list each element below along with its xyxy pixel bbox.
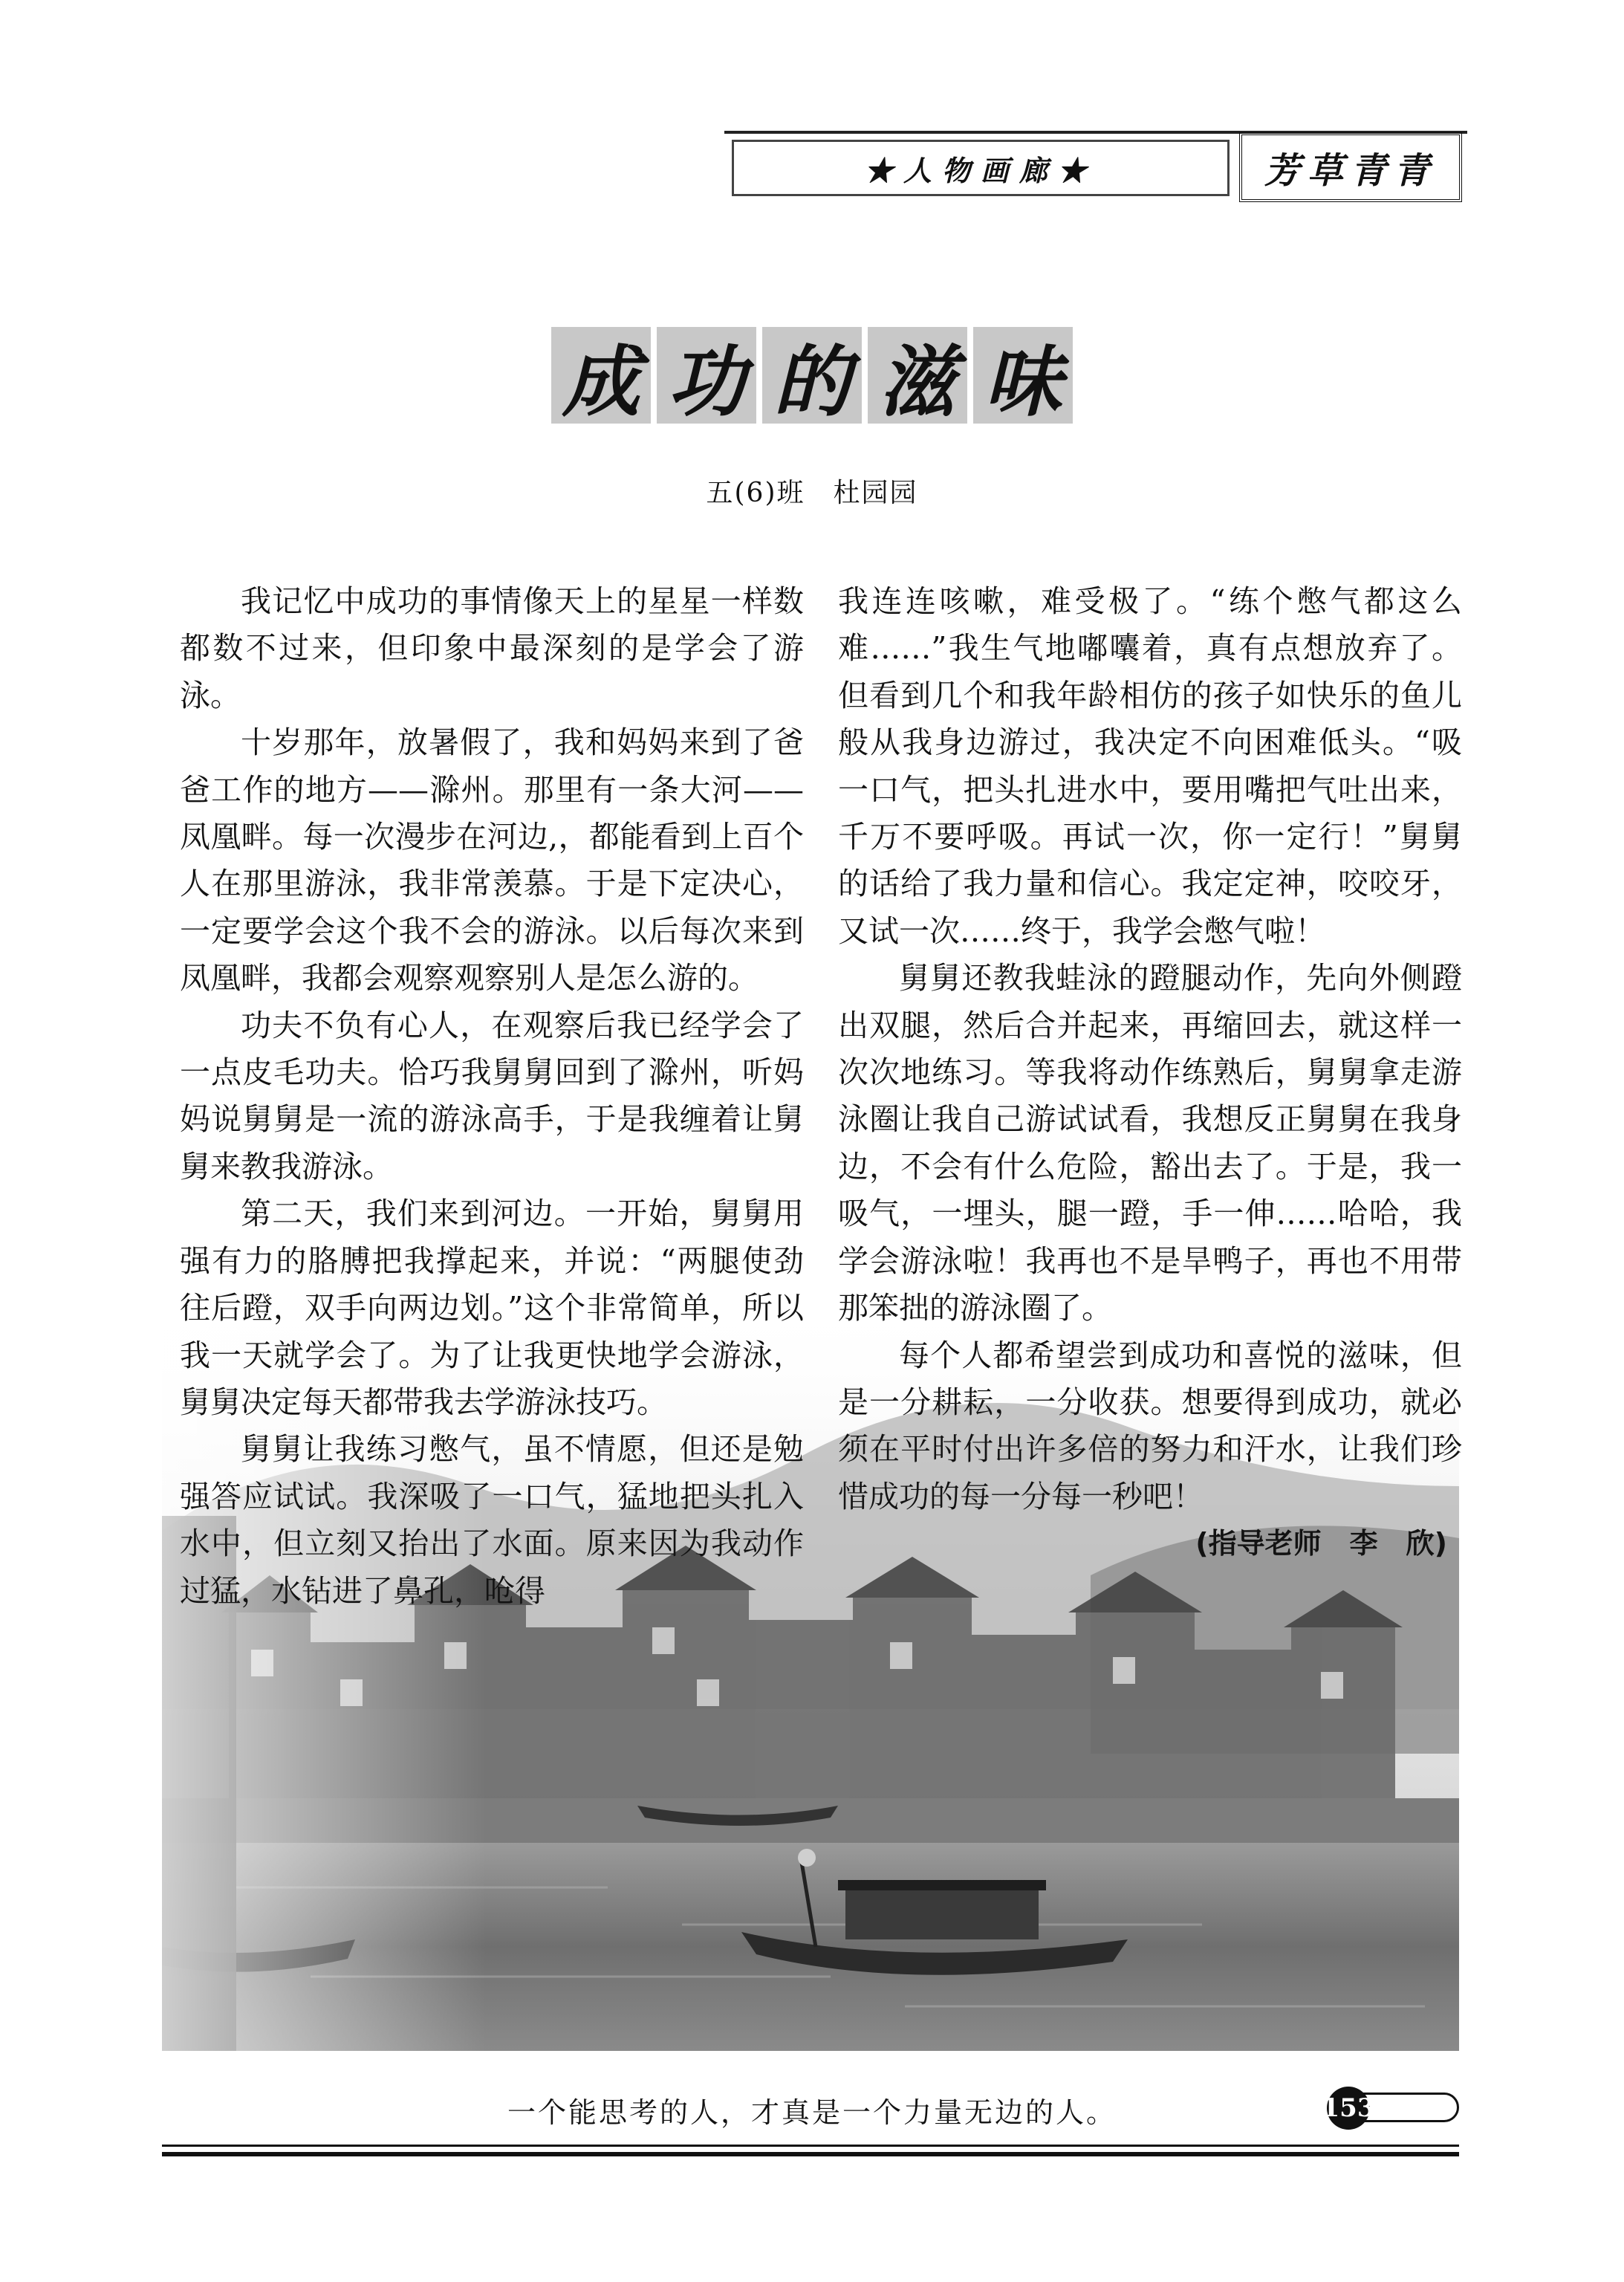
paragraph: 功夫不负有心人，在观察后我已经学会了一点皮毛功夫。恰巧我舅舅回到了滁州，听妈妈说舅舅是一流的游泳高手，于是我缠着让舅舅来教我游泳。: [180, 1007, 804, 1184]
left-column: [180, 578, 804, 1615]
right-column: [838, 578, 1462, 1568]
title-char: 滋: [868, 327, 967, 424]
magazine-section-label: [1239, 132, 1462, 202]
article-author: 五(6)班 杜园园: [706, 478, 918, 508]
article-title: [551, 327, 1073, 427]
title-char: 的: [762, 327, 862, 424]
paragraph: 每个人都希望尝到成功和喜悦的滋味，但是一分耕耘，一分收获。想要得到成功，就必须在平时付出许多倍的努力和汗水，让我们珍惜成功的每一分每一秒吧！: [838, 1337, 1462, 1514]
paragraph-continuation: 我连连咳嗽，难受极了。“练个憋气都这么难……”我生气地嘟囔着，真有点想放弃了。但看到几个和我年龄相仿的孩子如快乐的鱼儿般从我身边游过，我决定不向困难低头。“吸一口气，把头扎进水中，要用嘴把气吐出来，千万不要呼吸。再试一次，你一定行！”舅舅的话给了我力量和信心。我定定神，咬咬牙，又试一次……终于，我学会憋气啦！: [838, 583, 1462, 949]
paragraph: 第二天，我们来到河边。一开始，舅舅用强有力的胳膊把我撑起来，并说：“两腿使劲往后蹬，双手向两边划。”这个非常简单，所以我一天就学会了。为了让我更快地学会游泳，舅舅决定每天都带我去学游泳技巧。: [180, 1196, 804, 1420]
paragraph: 舅舅还教我蛙泳的蹬腿动作，先向外侧蹬出双腿，然后合并起来，再缩回去，就这样一次次地练习。等我将动作练熟后，舅舅拿走游泳圈让我自己游试试看，我想反正舅舅在我身边，不会有什么危险，豁出去了。于是，我一吸气，一埋头，腿一蹬，手一伸……哈哈，我学会游泳啦！我再也不是旱鸭子，再也不用带那笨拙的游泳圈了。: [838, 960, 1462, 1326]
page-number: 153: [1327, 2087, 1370, 2130]
column-label: ★人物画廊★: [732, 140, 1230, 196]
footer-rule: [162, 2145, 1459, 2147]
title-char: 味: [973, 327, 1073, 424]
paragraph: 我记忆中成功的事情像天上的星星一样数都数不过来，但印象中最深刻的是学会了游泳。: [180, 583, 804, 713]
paragraph: 十岁那年，放暑假了，我和妈妈来到了爸爸工作的地方——滁州。那里有一条大河——凤凰畔。每一次漫步在河边,，都能看到上百个人在那里游泳，我非常羡慕。于是下定决心，一定要学会这个我不会的游泳。以后每次来到凤凰畔，我都会观察观察别人是怎么游的。: [180, 725, 804, 996]
footer-rule-thick: [162, 2152, 1459, 2156]
paragraph: 舅舅让我练习憋气，虽不情愿，但还是勉强答应试试。我深吸了一口气，猛地把头扎入水中，但立刻又抬出了水面。原来因为我动作过猛，水钻进了鼻孔，呛得: [180, 1431, 804, 1609]
teacher-signature: (指导老师 李 欣): [1195, 1527, 1447, 1560]
title-char: 功: [657, 327, 756, 424]
magazine-section-text: 芳草青青: [1264, 149, 1437, 192]
title-char: 成: [551, 327, 651, 424]
footer-motto: 一个能思考的人，才真是一个力量无边的人。: [507, 2096, 1117, 2129]
